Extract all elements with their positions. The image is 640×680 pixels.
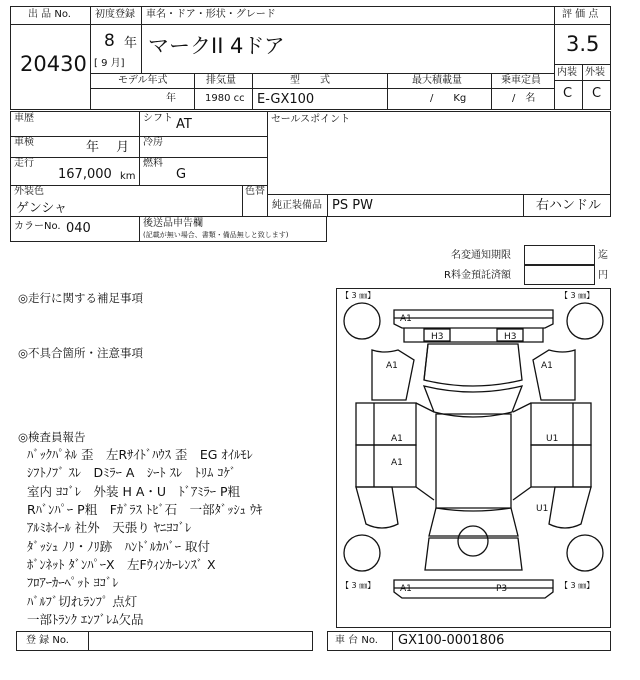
model-year-label: モデル年式: [118, 75, 168, 86]
change-notice-unit: 迄: [598, 250, 608, 261]
tire-front-left: [344, 303, 380, 339]
color-change-label: 色替: [245, 186, 265, 197]
change-notice-label: 名変通知期限: [451, 250, 511, 261]
trunk: [425, 538, 522, 570]
mark-left-door-rear: A1: [391, 458, 403, 468]
chassis-number: GX100-0001806: [398, 633, 505, 648]
first-reg-label: 初度登録: [95, 9, 135, 20]
rear-window: [429, 508, 518, 536]
rear-fender-right: [549, 487, 591, 528]
windshield: [424, 386, 522, 417]
hood: [424, 344, 522, 386]
tire-depth-bl: 【 3 ㎜】: [341, 581, 376, 590]
displacement-label: 排気量: [206, 75, 236, 86]
mileage-label: 走行: [14, 158, 34, 169]
lot-label: 出 品 No.: [28, 9, 71, 20]
color-no-value: 040: [66, 221, 91, 236]
first-reg-year-unit: 年: [124, 36, 138, 51]
exterior-grade: C: [592, 86, 602, 101]
steering-value: 右ハンドル: [536, 198, 602, 213]
inspection-value: 年 月: [86, 140, 130, 155]
tire-depth-tl: 【 3 ㎜】: [341, 291, 376, 300]
color-no-label: カラーNo.: [14, 221, 61, 232]
displacement-value: 1980 cc: [205, 93, 245, 104]
car-name-label: 車名・ドア・形状・グレード: [146, 9, 276, 20]
capacity-label: 乗車定員: [501, 75, 541, 86]
recycle-field: [524, 265, 595, 285]
rear-fender-left: [356, 487, 398, 528]
inspector-line: ﾊﾞｯｸﾊﾟﾈﾙ 歪 左Rｻｲﾄﾞﾊｳｽ 歪 EG ｵｲﾙﾓﾚ: [27, 447, 253, 462]
fuel-label: 燃料: [143, 158, 163, 169]
post-docs-label: 後送品申告欄: [143, 218, 203, 229]
model-value: E-GX100: [257, 92, 315, 107]
inspector-line: ｼﾌﾄﾉﾌﾞ ｽﾚ Dﾐﾗｰ A ｼｰﾄ ｽﾚ ﾄﾘﾑ ｺｹﾞ: [27, 465, 237, 480]
mark-left-door-front: A1: [391, 434, 403, 444]
first-reg-month: [ 9 月]: [94, 58, 125, 69]
car-name: マークII 4ドア: [148, 34, 285, 58]
left-door-front: [356, 403, 416, 445]
inspector-line: ｱﾙﾐﾎｲｰﾙ 社外 天張り ﾔﾆﾖｺﾞﾚ: [27, 520, 192, 535]
tire-rear-left: [344, 535, 380, 571]
mark-right-door-rear: U1: [536, 504, 549, 514]
inspector-line: ﾊﾞﾙﾌﾞ切れﾗﾝﾌﾟ 点灯: [27, 594, 138, 609]
mark-rear-bumper-right: P3: [496, 584, 508, 594]
interior-label: 内装: [557, 67, 577, 78]
exterior-label: 外装: [585, 67, 605, 78]
inspector-line: ﾀﾞｯｼｭ ﾉﾘ・ﾉﾘ跡 ﾊﾝﾄﾞﾙｶﾊﾞｰ 取付: [27, 539, 210, 554]
inspector-line: Rﾊﾞﾝﾊﾟｰ P粗 Fｶﾞﾗｽ ﾄﾋﾞ石 一部ﾀﾞｯｼｭ ｳｷ: [27, 502, 263, 517]
rear-bumper: [394, 580, 553, 598]
registration-label: 登 録 No.: [26, 635, 69, 646]
inspector-line: 室内 ﾖｺﾞﾚ 外装 H A・U ﾄﾞｱﾐﾗｰ P粗: [27, 484, 241, 499]
roof: [436, 414, 511, 508]
right-door-rear: [531, 445, 591, 487]
inspector-line: 一部ﾄﾗﾝｸ ｴﾝﾌﾞﾚﾑ欠品: [27, 612, 144, 627]
exterior-color-label: 外装色: [14, 186, 44, 197]
mileage-unit: km: [120, 171, 136, 182]
mark-headlight-right: H3: [504, 332, 517, 342]
front-fender-right: [533, 350, 575, 400]
mileage-value: 167,000: [58, 167, 112, 182]
exterior-color-value: ゲンシャ: [16, 201, 68, 216]
car-diagram: [336, 288, 611, 628]
tire-depth-br: 【 3 ㎜】: [560, 581, 595, 590]
front-bumper: [394, 310, 553, 328]
running-notes-label: ◎走行に関する補足事項: [18, 291, 144, 305]
inspector-line: ﾎﾞﾝﾈｯﾄ ﾀﾞﾝﾊﾟｰX 左Fｳｨﾝｶｰﾚﾝｽﾞ X: [27, 557, 216, 572]
post-docs-note: (記載が無い場合、書類・備品無しと致します): [143, 231, 289, 239]
interior-grade: C: [563, 86, 573, 101]
tire-front-right: [567, 303, 603, 339]
max-load-label: 最大積載量: [412, 75, 462, 86]
lot-number: 20430: [20, 52, 87, 76]
mark-front-fender-right: A1: [541, 361, 553, 371]
tire-depth-tr: 【 3 ㎜】: [560, 291, 595, 300]
grade-label: 評 価 点: [562, 9, 599, 20]
headlight-row: [404, 328, 543, 342]
shift-value: AT: [176, 117, 192, 132]
mark-headlight-left: H3: [431, 332, 444, 342]
chassis-label: 車 台 No.: [335, 635, 378, 646]
recycle-unit: 円: [598, 270, 608, 281]
front-fender-left: [372, 350, 414, 400]
spare-tire: [458, 526, 488, 556]
right-door-front: [531, 403, 591, 445]
model-label: 型 式: [290, 75, 330, 86]
recycle-label: R料金預託済額: [444, 270, 511, 281]
change-notice-field: [524, 245, 595, 265]
shift-label: シフト: [143, 113, 173, 124]
left-door-rear: [356, 445, 416, 487]
mark-front-bumper: A1: [400, 314, 412, 324]
inspector-report-label: ◎検査員報告: [18, 430, 86, 444]
mark-front-fender-left: A1: [386, 361, 398, 371]
capacity-value: / 名: [512, 93, 536, 104]
mark-right-door-front: U1: [546, 434, 559, 444]
first-reg-year: 8: [104, 31, 115, 51]
equipment-label: 純正装備品: [272, 200, 322, 211]
aircon-label: 冷房: [143, 137, 163, 148]
equipment-value: PS PW: [332, 198, 373, 213]
mark-rear-bumper-left: A1: [400, 584, 412, 594]
inspector-line: ﾌﾛｱｰｶｰﾍﾟｯﾄ ﾖｺﾞﾚ: [27, 575, 119, 590]
tire-rear-right: [567, 535, 603, 571]
sales-point-label: セールスポイント: [271, 114, 351, 125]
defects-label: ◎不具合箇所・注意事項: [18, 346, 144, 360]
overall-grade: 3.5: [566, 32, 600, 56]
fuel-value: G: [176, 167, 187, 182]
model-year-unit: 年: [166, 93, 176, 104]
max-load-value: / Kg: [430, 93, 467, 104]
history-label: 車歴: [14, 113, 34, 124]
inspection-label: 車検: [14, 137, 34, 148]
